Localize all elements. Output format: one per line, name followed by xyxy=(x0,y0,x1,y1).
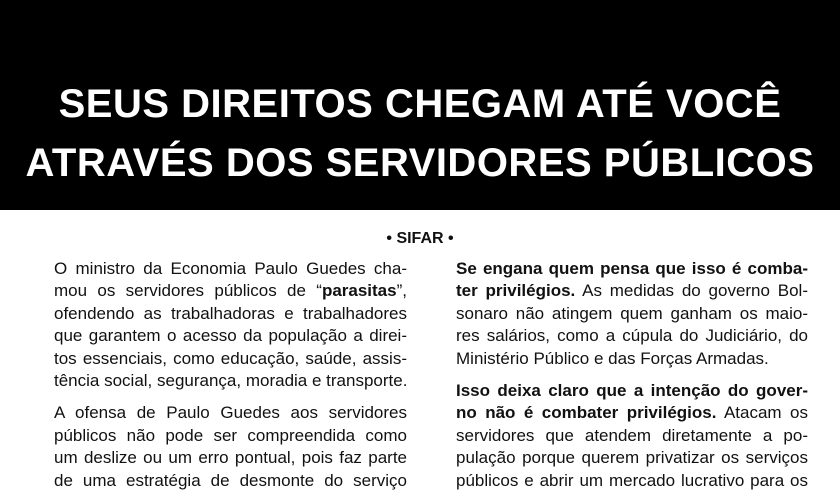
byline: • SIFAR • xyxy=(386,230,454,247)
text-line: mou os servidores públicos de “parasitas”, xyxy=(54,281,407,301)
text-line: servidores que atendem diretamente a po- xyxy=(456,425,808,445)
paragraph xyxy=(434,258,808,370)
emphasis-parasitas: parasitas xyxy=(321,281,397,301)
paragraph xyxy=(32,258,407,392)
article-column-left xyxy=(32,258,407,502)
text-line: ofendendo as trabalhadoras e trabalhadores xyxy=(54,303,407,323)
text-line: res salários, como a cúpula do Judiciário, do xyxy=(456,326,808,346)
text-line: públicos e abrir um mercado lucrativo para os xyxy=(456,470,808,490)
text-line: um deslize ou um erro pontual, pois faz parte xyxy=(54,448,407,468)
text-line: Isso deixa claro que a intenção do gover- xyxy=(456,381,808,401)
text-line: públicos não pode ser compreendida como xyxy=(54,425,407,445)
text-line: tência social, segurança, moradia e transporte. xyxy=(54,371,408,391)
headline-banner xyxy=(0,0,840,210)
article-column-right xyxy=(434,258,808,502)
paragraph xyxy=(32,402,407,492)
headline-line-1: SEUS DIREITOS CHEGAM ATÉ VOCÊ xyxy=(58,82,782,126)
text-line: ter privilégios. As medidas do governo Bol- xyxy=(456,281,808,301)
text-line: sonaro não atingem quem ganham os maio- xyxy=(456,303,808,323)
text-line: de uma estratégia de desmonte do serviço xyxy=(54,470,407,490)
text-line: tos essenciais, como educação, saúde, assis- xyxy=(54,348,407,368)
text-line: que garantem o acesso da população a direi- xyxy=(54,326,407,346)
text-line: no não é combater privilégios. Atacam os xyxy=(456,403,808,423)
paragraph xyxy=(434,380,808,492)
headline-line-2: ATRAVÉS DOS SERVIDORES PÚBLICOS xyxy=(25,141,815,185)
text-line: Ministério Público e das Forças Armadas. xyxy=(456,348,769,368)
text-line: A ofensa de Paulo Guedes aos servidores xyxy=(54,403,407,423)
text-line: O ministro da Economia Paulo Guedes cha- xyxy=(54,259,407,278)
text-line: Se engana quem pensa que isso é comba- xyxy=(456,259,808,278)
text-line: pulação porque querem privatizar os serviços xyxy=(456,448,808,468)
